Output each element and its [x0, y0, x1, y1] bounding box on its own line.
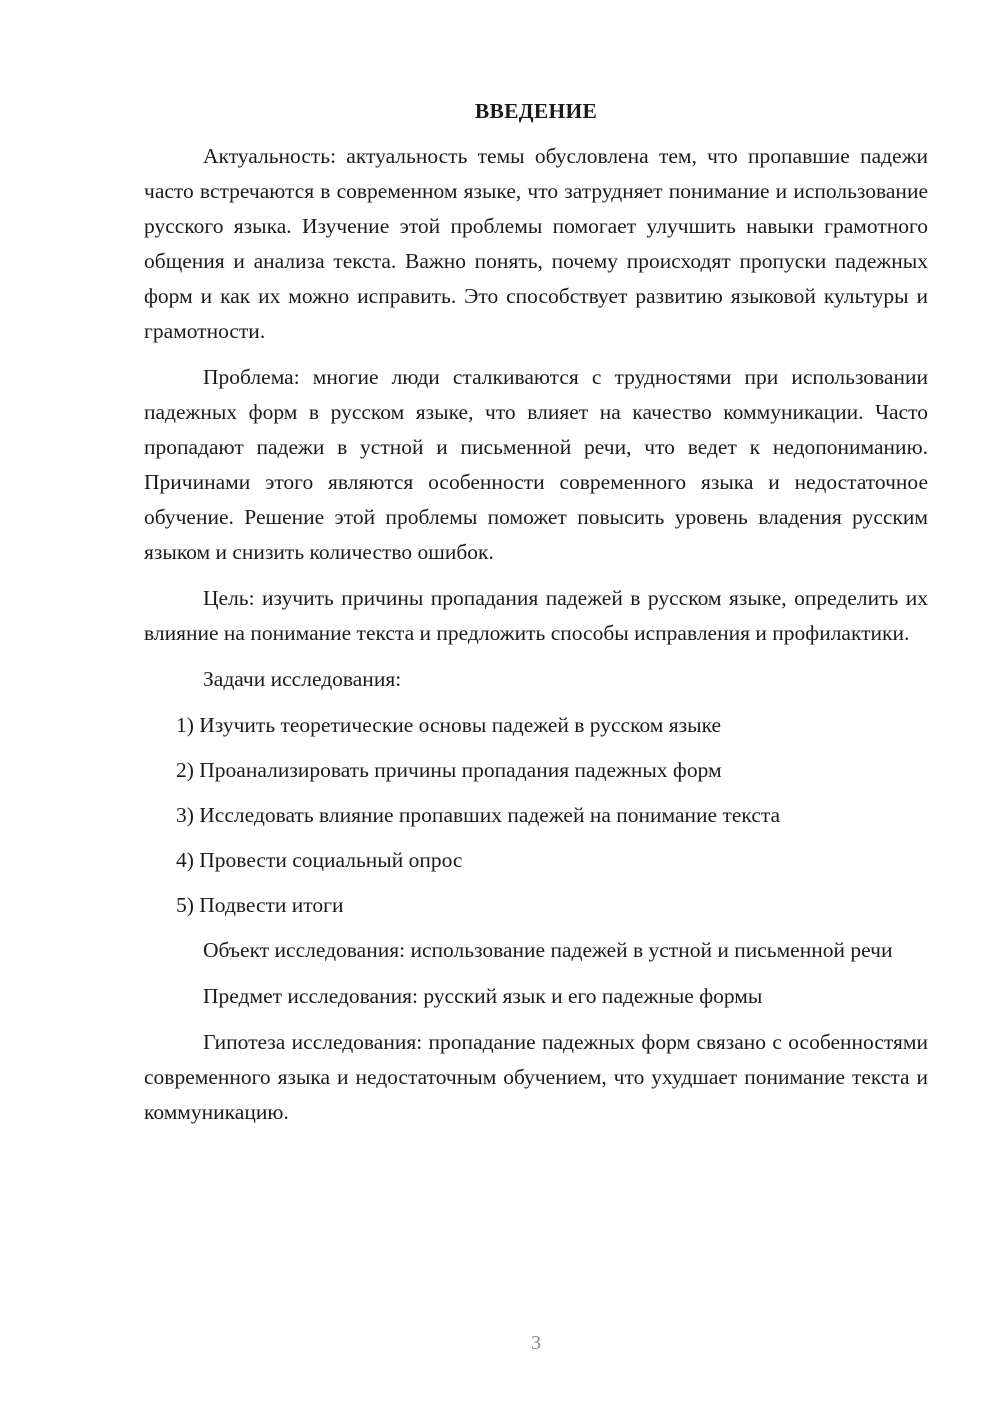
- goal-paragraph: Цель: изучить причины пропадания падежей в русском языке, определить их влияние на понимание текста и предложить способы исправления и профилактики.: [144, 586, 928, 645]
- list-item: 5) Подвести итоги: [176, 893, 344, 917]
- object-paragraph: Объект исследования: использование падежей в устной и письменной речи: [203, 938, 893, 962]
- section-title: ВВЕДЕНИЕ: [474, 99, 598, 123]
- list-item: 1) Изучить теоретические основы падежей в русском языке: [176, 713, 722, 737]
- hypothesis-paragraph: Гипотеза исследования: пропадание падежных форм связано с особенностями современного языка и недостаточным обучением, что ухудшает понимание текста и коммуникацию.: [144, 1030, 928, 1124]
- list-item: 4) Провести социальный опрос: [176, 848, 463, 872]
- page-content: [144, 94, 928, 1141]
- list-item: 2) Проанализировать причины пропадания падежных форм: [176, 758, 722, 782]
- tasks-heading: Задачи исследования:: [203, 667, 402, 691]
- page-number: 3: [531, 1332, 541, 1354]
- problem-paragraph: Проблема: многие люди сталкиваются с трудностями при использовании падежных форм в русском языке, что влияет на качество коммуникации. Часто пропадают падежи в устной и письменной речи, что ведет к недопониманию. Причинами этого являются особенности современного языка и недостаточное обучение. Решение этой проблемы поможет повысить уровень владения русским языком и снизить количество ошибок.: [144, 365, 928, 564]
- subject-paragraph: Предмет исследования: русский язык и его падежные формы: [203, 984, 763, 1008]
- relevance-paragraph: Актуальность: актуальность темы обусловлена тем, что пропавшие падежи часто встречаются в современном языке, что затрудняет понимание и использование русского языка. Изучение этой проблемы помогает улучшить навыки грамотного общения и анализа текста. Важно понять, почему происходят пропуски падежных форм и как их можно исправить. Это способствует развитию языковой культуры и грамотности.: [144, 144, 928, 343]
- tasks-list: [144, 708, 928, 923]
- list-item: 3) Исследовать влияние пропавших падежей на понимание текста: [176, 803, 781, 827]
